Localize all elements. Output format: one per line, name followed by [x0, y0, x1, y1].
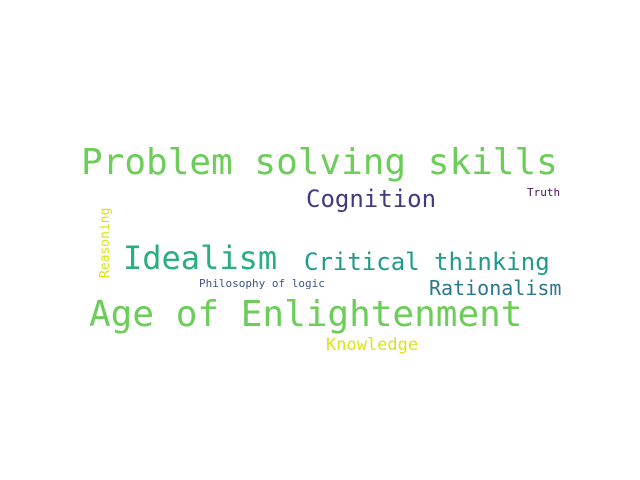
word-age-of-enlightenment: Age of Enlightenment — [89, 294, 523, 335]
word-knowledge: Knowledge — [326, 335, 419, 355]
word-truth: Truth — [527, 186, 561, 199]
word-reasoning: Reasoning — [98, 207, 113, 278]
word-philosophy-of-logic: Philosophy of logic — [199, 277, 325, 290]
word-cognition: Cognition — [306, 185, 437, 213]
word-idealism: Idealism — [123, 239, 278, 277]
word-problem-solving-skills: Problem solving skills — [81, 142, 558, 183]
word-rationalism: Rationalism — [429, 276, 562, 300]
word-critical-thinking: Critical thinking — [304, 248, 550, 276]
